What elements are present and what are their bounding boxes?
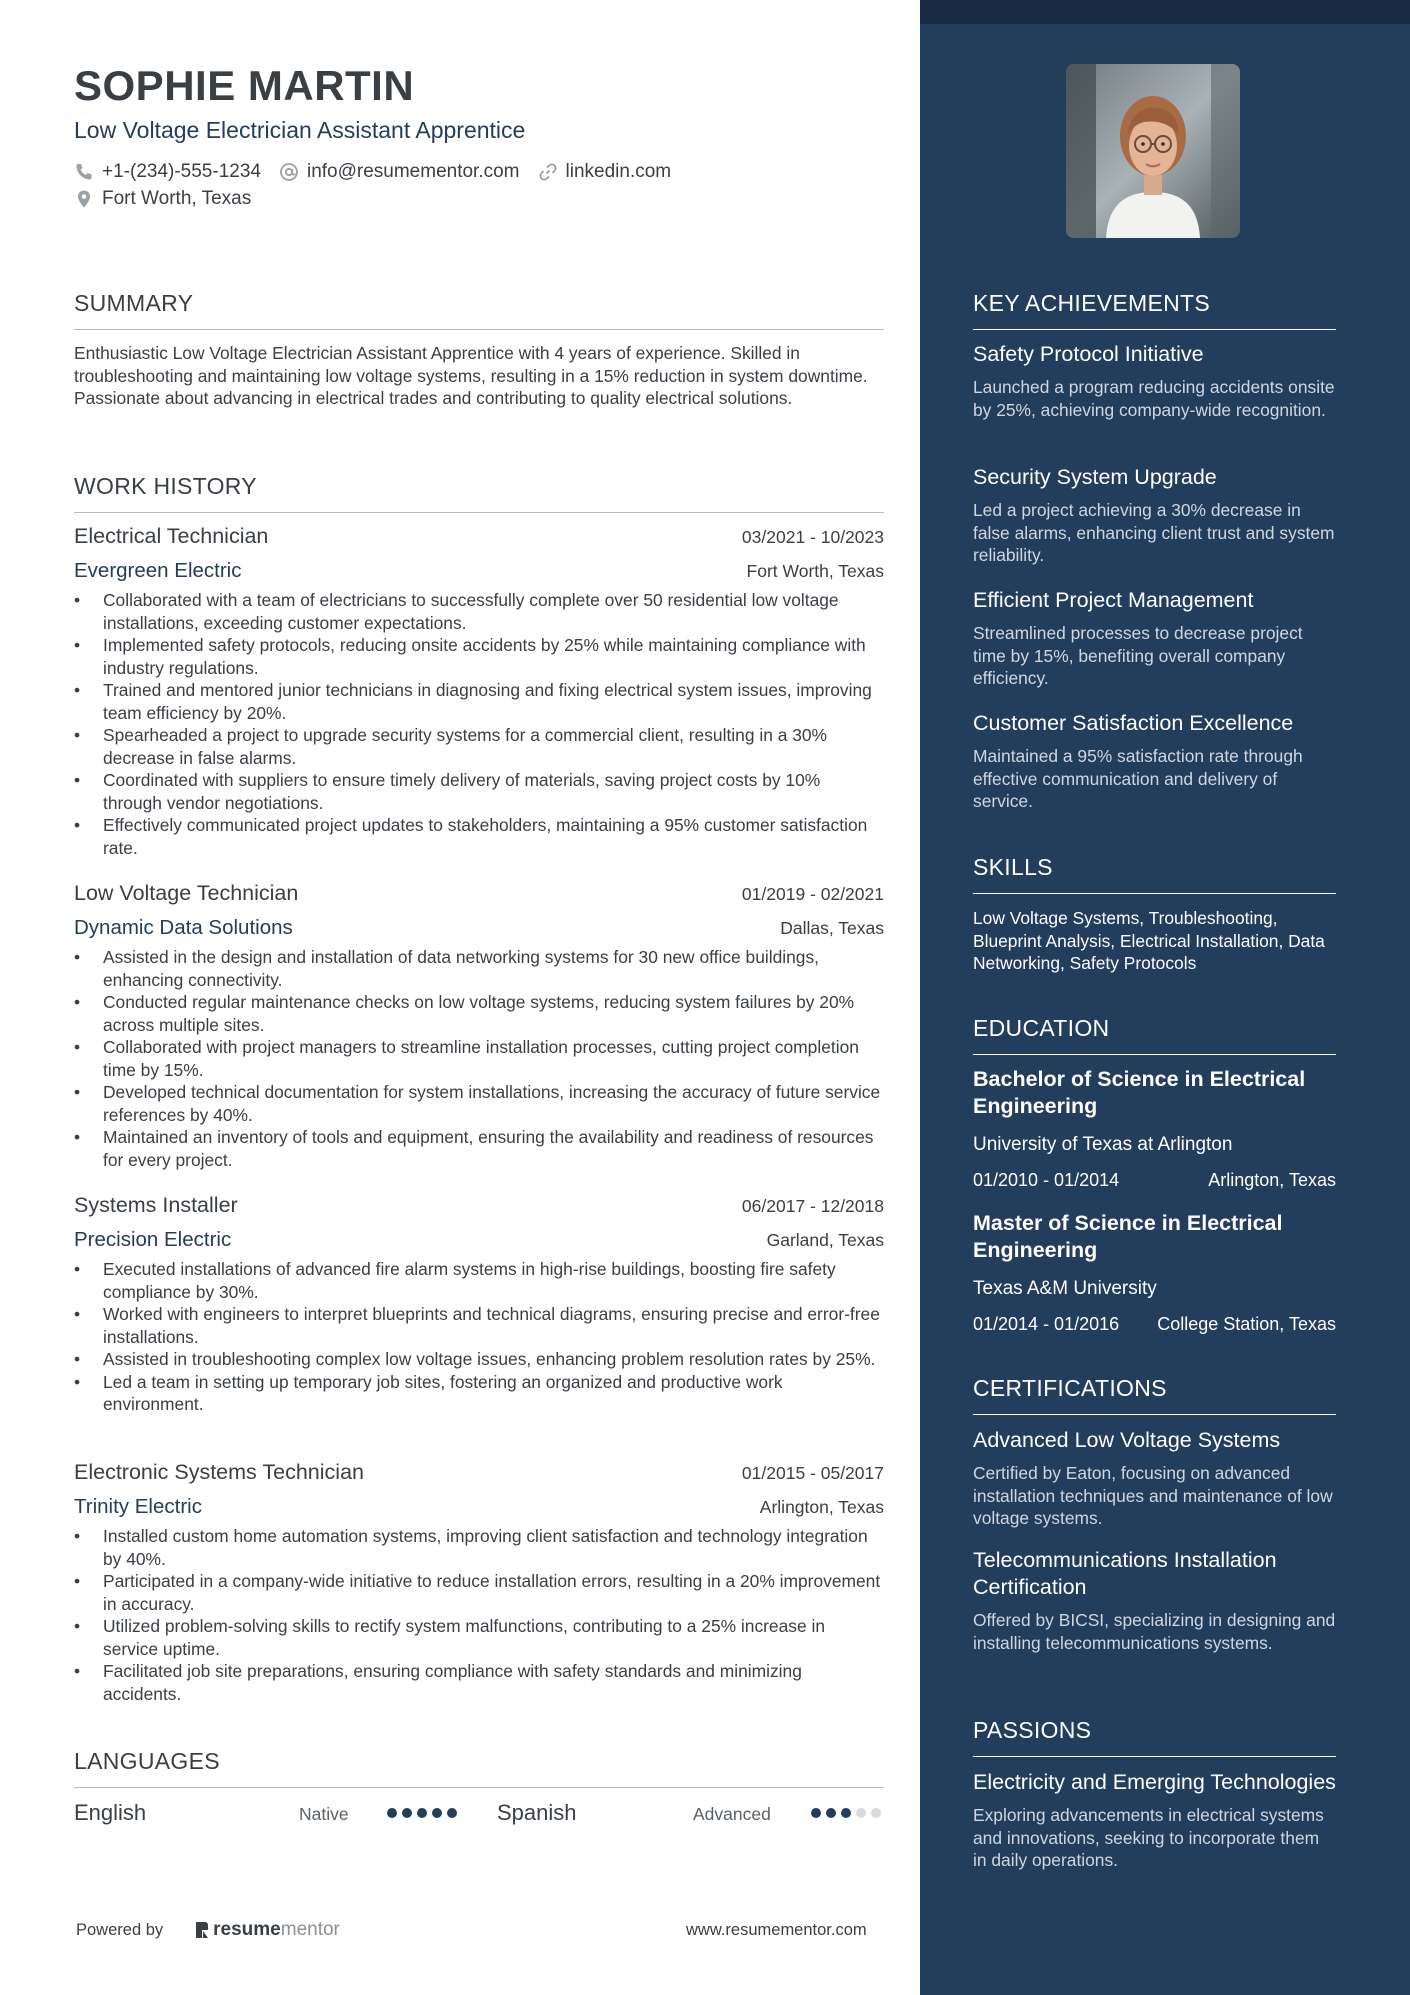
job-bullet: • Maintained an inventory of tools and equipment, ensuring the availability and readiness of resources for every project. (74, 1126, 884, 1171)
email-text[interactable]: info@resumementor.com (306, 161, 520, 182)
languages-heading: LANGUAGES (74, 1748, 884, 1788)
rating-dot-filled (826, 1808, 836, 1818)
job-bullet: • Coordinated with suppliers to ensure timely delivery of materials, saving project costs by 10% through vendor negotiations. (74, 769, 884, 814)
company-name: Evergreen Electric (74, 559, 242, 582)
job-entry (74, 1193, 884, 1416)
language-level: Native (299, 1804, 349, 1824)
job-title: Electrical Technician (74, 524, 269, 548)
brand-logo[interactable] (193, 1919, 340, 1941)
rating-dot-filled (432, 1808, 442, 1818)
rating-dot-filled (841, 1808, 851, 1818)
degree-title: Bachelor of Science in Electrical Engineering (973, 1067, 1306, 1118)
summary-heading: SUMMARY (74, 290, 884, 330)
education-location: College Station, Texas (1157, 1314, 1336, 1334)
brand-light: mentor (280, 1919, 340, 1940)
education-item (973, 1066, 1336, 1191)
passion-item (973, 1769, 1336, 1872)
language-name: Spanish (497, 1800, 577, 1825)
job-entry (74, 1460, 884, 1705)
work-history-heading: WORK HISTORY (74, 473, 884, 513)
job-bullet: • Facilitated job site preparations, ensuring compliance with safety standards and minimizing accidents. (74, 1660, 884, 1705)
language-name: English (74, 1800, 147, 1825)
achievement-item (973, 341, 1336, 421)
certification-item (973, 1427, 1336, 1530)
education-heading: EDUCATION (973, 1015, 1336, 1055)
job-bullet: • Assisted in troubleshooting complex low voltage issues, enhancing problem resolution rates by 25%. (74, 1348, 884, 1371)
rating-dot-filled (402, 1808, 412, 1818)
certification-title: Telecommunications Installation Certification (973, 1548, 1277, 1599)
education-item (973, 1210, 1336, 1335)
job-title: Low Voltage Technician (74, 881, 299, 905)
location-row (74, 188, 251, 210)
job-bullet: • Worked with engineers to interpret blueprints and technical diagrams, ensuring precise and error-free installations. (74, 1303, 884, 1348)
summary-text: Enthusiastic Low Voltage Electrician Assistant Apprentice with 4 years of experience. Skilled in troubleshooting and maintaining low voltage systems, resulting in a 15% reduction in system downtime. Passionate about advancing in electrical trades and contributing to quality electrical solutions. (74, 343, 868, 408)
candidate-title: Low Voltage Electrician Assistant Apprentice (74, 117, 526, 143)
company-name: Precision Electric (74, 1228, 232, 1251)
job-bullet: • Collaborated with a team of electricians to successfully complete over 50 residential low voltage installations, exceeding customer expectations. (74, 589, 884, 634)
passions-heading: PASSIONS (973, 1717, 1336, 1757)
achievement-item (973, 587, 1336, 690)
profile-photo (1066, 64, 1240, 238)
school-name: Texas A&M University (973, 1278, 1157, 1299)
languages-row (74, 1800, 884, 1830)
contact-row (74, 161, 671, 183)
powered-by (76, 1919, 340, 1941)
job-bullets (74, 946, 884, 1171)
job-dates: 01/2019 - 02/2021 (741, 884, 884, 904)
job-dates: 03/2021 - 10/2023 (741, 527, 884, 547)
powered-by-text: Powered by (76, 1920, 164, 1939)
location-text: Fort Worth, Texas (102, 188, 252, 209)
job-location: Dallas, Texas (780, 918, 884, 938)
job-title: Systems Installer (74, 1193, 238, 1217)
job-bullet: • Trained and mentored junior technicians in diagnosing and fixing electrical system issues, improving team efficiency by 20%. (74, 679, 884, 724)
certification-desc: Offered by BICSI, specializing in designing and installing telecommunications systems. (973, 1610, 1336, 1653)
certification-title: Advanced Low Voltage Systems (973, 1428, 1281, 1452)
skills-text: Low Voltage Systems, Troubleshooting, Blueprint Analysis, Electrical Installation, Data Networking, Safety Protocols (973, 908, 1325, 973)
job-bullet: • Spearheaded a project to upgrade security systems for a commercial client, resulting in a 30% decrease in false alarms. (74, 724, 884, 769)
job-bullets (74, 589, 884, 859)
brand-bold: resume (213, 1919, 281, 1940)
job-dates: 01/2015 - 05/2017 (741, 1463, 884, 1483)
sidebar-top-bar (920, 0, 1410, 24)
at-icon (279, 162, 299, 182)
phone-text[interactable]: +1-(234)-555-1234 (102, 161, 261, 182)
rating-dot-empty (856, 1808, 866, 1818)
job-location: Garland, Texas (766, 1230, 884, 1250)
degree-title: Master of Science in Electrical Engineering (973, 1211, 1283, 1262)
rating-dot-filled (417, 1808, 427, 1818)
certification-item (973, 1547, 1336, 1654)
language-rating (811, 1808, 886, 1818)
job-bullet: • Implemented safety protocols, reducing onsite accidents by 25% while maintaining compliance with industry regulations. (74, 634, 884, 679)
achievement-desc: Streamlined processes to decrease project time by 15%, benefiting overall company efficiency. (973, 623, 1303, 688)
job-bullet: • Executed installations of advanced fire alarm systems in high-rise buildings, boosting fire safety compliance by 30%. (74, 1258, 884, 1303)
skills-heading: SKILLS (973, 854, 1336, 894)
job-bullet: • Effectively communicated project updates to stakeholders, maintaining a 95% customer satisfaction rate. (74, 814, 884, 859)
job-entry (74, 524, 884, 859)
achievement-title: Security System Upgrade (973, 465, 1217, 489)
achievement-title: Safety Protocol Initiative (973, 342, 1204, 366)
job-location: Arlington, Texas (759, 1497, 884, 1517)
job-bullet: • Collaborated with project managers to streamline installation processes, cutting project completion time by 15%. (74, 1036, 884, 1081)
job-bullet: • Assisted in the design and installation of data networking systems for 30 new office buildings, enhancing connectivity. (74, 946, 884, 991)
job-bullet: • Developed technical documentation for system installations, increasing the accuracy of future service references by 40%. (74, 1081, 884, 1126)
brand-mark-icon (193, 1920, 209, 1940)
map-pin-icon (74, 189, 94, 209)
passion-desc: Exploring advancements in electrical systems and innovations, seeking to incorporate them in daily operations. (973, 1805, 1324, 1870)
job-bullet: • Conducted regular maintenance checks on low voltage systems, reducing system failures by 20% across multiple sites. (74, 991, 884, 1036)
website-link[interactable]: www.resumementor.com (686, 1921, 867, 1939)
achievements-heading: KEY ACHIEVEMENTS (973, 290, 1336, 330)
job-dates: 06/2017 - 12/2018 (741, 1196, 884, 1216)
passion-title: Electricity and Emerging Technologies (973, 1770, 1336, 1794)
job-bullets (74, 1525, 884, 1705)
achievement-desc: Launched a program reducing accidents onsite by 25%, achieving company-wide recognition. (973, 377, 1335, 420)
education-location: Arlington, Texas (1208, 1170, 1336, 1190)
candidate-name: SOPHIE MARTIN (74, 62, 415, 109)
job-bullet: • Installed custom home automation systems, improving client satisfaction and technology integration by 40%. (74, 1525, 884, 1570)
company-name: Dynamic Data Solutions (74, 916, 293, 939)
job-bullet: • Participated in a company-wide initiative to reduce installation errors, resulting in a 20% improvement in accuracy. (74, 1570, 884, 1615)
rating-dot-empty (871, 1808, 881, 1818)
education-dates: 01/2014 - 01/2016 (973, 1314, 1120, 1334)
linkedin-text[interactable]: linkedin.com (565, 161, 672, 182)
rating-dot-filled (811, 1808, 821, 1818)
achievement-title: Efficient Project Management (973, 588, 1254, 612)
company-name: Trinity Electric (74, 1495, 202, 1518)
job-location: Fort Worth, Texas (746, 561, 884, 581)
school-name: University of Texas at Arlington (973, 1134, 1233, 1155)
job-bullet: • Utilized problem-solving skills to rectify system malfunctions, contributing to a 25% increase in service uptime. (74, 1615, 884, 1660)
language-rating (387, 1808, 462, 1818)
job-entry (74, 881, 884, 1171)
job-title: Electronic Systems Technician (74, 1460, 364, 1484)
link-icon (538, 162, 558, 182)
rating-dot-filled (447, 1808, 457, 1818)
language-level: Advanced (693, 1804, 771, 1824)
job-bullets (74, 1258, 884, 1416)
achievement-desc: Led a project achieving a 30% decrease in false alarms, enhancing client trust and system reliability. (973, 500, 1335, 565)
achievement-title: Customer Satisfaction Excellence (973, 711, 1294, 735)
education-dates: 01/2010 - 01/2014 (973, 1170, 1120, 1190)
certifications-heading: CERTIFICATIONS (973, 1375, 1336, 1415)
phone-icon (74, 162, 94, 182)
achievement-item (973, 710, 1336, 813)
achievement-item (973, 464, 1336, 567)
certification-desc: Certified by Eaton, focusing on advanced installation techniques and maintenance of low voltage systems. (973, 1463, 1333, 1528)
job-bullet: • Led a team in setting up temporary job sites, fostering an organized and productive work environment. (74, 1371, 884, 1416)
achievement-desc: Maintained a 95% satisfaction rate through effective communication and delivery of service. (973, 746, 1303, 811)
rating-dot-filled (387, 1808, 397, 1818)
